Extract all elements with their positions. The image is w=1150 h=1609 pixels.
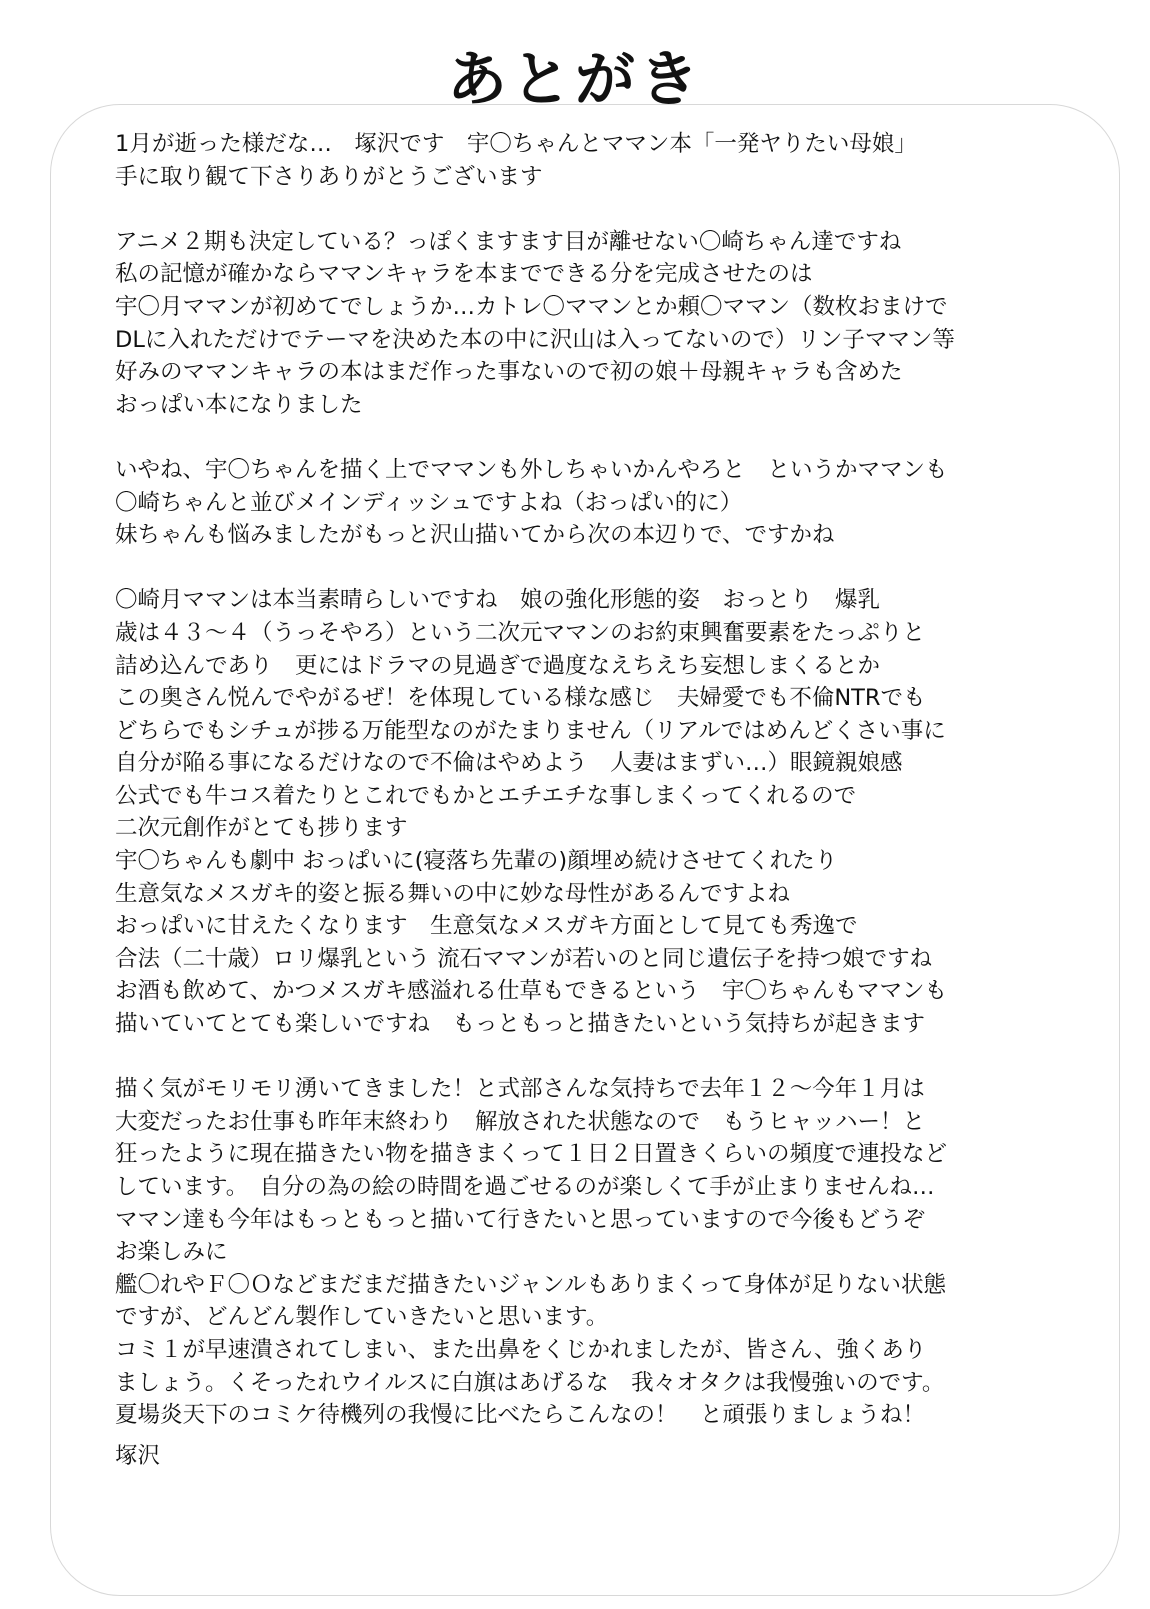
text-line: 私の記憶が確かならママンキャラを本までできる分を完成させたのは <box>115 261 813 288</box>
text-line: 描いていてとても楽しいですね もっともっと描きたいという気持ちが起きます <box>115 1011 926 1038</box>
paragraph <box>115 226 1115 422</box>
paragraph <box>115 1073 1115 1432</box>
text-line: いやね、宇〇ちゃんを描く上でママンも外しちゃいかんやろと というかママンも <box>115 456 948 483</box>
text-line: おっぱいに甘えたくなります 生意気なメスガキ方面として見ても秀逸で <box>115 913 858 940</box>
text-line: 手に取り観て下さりありがとうございます <box>115 163 543 190</box>
text-line: ましょう。くそったれウイルスに白旗はあげるな 我々オタクは我慢強いのです。 <box>115 1369 945 1396</box>
paragraph <box>115 584 1115 1040</box>
text-line: 描く気がモリモリ湧いてきました！と式部さんな気持ちで去年１２～今年１月は <box>115 1076 925 1103</box>
text-line: 妹ちゃんも悩みましたがもっと沢山描いてから次の本辺りで、ですかね <box>115 522 835 549</box>
text-line: 宇〇月ママンが初めてでしょうか…カトレ〇ママンとか頼〇ママン（数枚おまけで <box>115 293 948 320</box>
text-line: 〇崎ちゃんと並びメインディッシュですよね（おっぱい的に） <box>115 489 743 516</box>
afterword-body <box>115 128 1115 1472</box>
signature: 塚沢 <box>115 1442 161 1469</box>
paragraph-gap <box>115 421 1115 454</box>
text-line: 〇崎月ママンは本当素晴らしいですね 娘の強化形態的姿 おっとり 爆乳 <box>115 587 881 614</box>
text-line: 狂ったように現在描きたい物を描きまくって１日２日置きくらいの頻度で連投など <box>115 1141 948 1168</box>
paragraph-gap <box>115 193 1115 226</box>
text-line: 公式でも牛コス着たりとこれでもかとエチエチな事しまくってくれるので <box>115 782 857 809</box>
page-title: あとがき <box>447 45 703 115</box>
text-line: 好みのママンキャラの本はまだ作った事ないので初の娘＋母親キャラも含めた <box>115 359 903 386</box>
text-line: コミ１が早速潰されてしまい、また出鼻をくじかれましたが、皆さん、強くあり <box>115 1336 927 1363</box>
text-line: 1月が逝った様だな… 塚沢です 宇〇ちゃんとママン本「一発ヤりたい母娘」 <box>115 131 917 157</box>
text-line: ですが、どんどん製作していきたいと思います。 <box>115 1304 609 1331</box>
afterword-paragraphs <box>115 128 1115 1432</box>
text-line: しています。 自分の為の絵の時間を過ごせるのが楽しくて手が止まりませんね… <box>115 1174 935 1200</box>
text-line: 大変だったお仕事も昨年末終わり 解放された状態なので もうヒャッハー！と <box>115 1108 926 1135</box>
paragraph <box>115 454 1115 552</box>
text-line: 自分が陥る事になるだけなので不倫はやめよう 人妻はまずい…）眼鏡親娘感 <box>115 750 903 777</box>
text-line: 宇〇ちゃんも劇中 おっぱいに(寝落ち先輩の)顔埋め続けさせてくれたり <box>115 848 838 875</box>
paragraph <box>115 128 1115 193</box>
text-line: ママン達も今年はもっともっと描いて行きたいと思っていますので今後もどうぞ <box>115 1206 926 1233</box>
text-line: 歳は４３～４（うっそやろ）という二次元ママンのお約束興奮要素をたっぷりと <box>115 619 926 646</box>
text-line: アニメ２期も決定している？っぽくますます目が離せない〇崎ちゃん達ですね <box>115 228 902 255</box>
text-line: 生意気なメスガキ的姿と振る舞いの中に妙な母性があるんですよね <box>115 880 791 907</box>
paragraph-gap <box>115 1041 1115 1074</box>
text-line: 詰め込んであり 更にはドラマの見過ぎで過度なえちえち妄想しまくるとか <box>115 652 881 679</box>
text-line: おっぱい本になりました <box>115 391 363 418</box>
paragraph-gap <box>115 552 1115 585</box>
text-line: 艦〇れやＦ〇Ｏなどまだまだ描きたいジャンルもありまくって身体が足りない状態 <box>115 1271 947 1298</box>
text-line: 夏場炎天下のコミケ待機列の我慢に比べたらこんなの！ と頑張りましょうね！ <box>115 1402 926 1429</box>
text-line: どちらでもシチュが捗る万能型なのがたまりません（リアルではめんどくさい事に <box>115 717 946 744</box>
text-line: お酒も飲めて、かつメスガキ感溢れる仕草もできるという 宇〇ちゃんもママンも <box>115 978 948 1005</box>
text-line: 合法（二十歳）ロリ爆乳という 流石ママンが若いのと同じ遺伝子を持つ娘ですね <box>115 945 933 972</box>
text-line: お楽しみに <box>115 1239 228 1266</box>
text-line: 二次元創作がとても捗ります <box>115 815 408 842</box>
text-line: この奥さん悦んでやがるぜ！を体現している様な感じ 夫婦愛でも不倫NTRでも <box>115 685 926 712</box>
text-line: DLに入れただけでテーマを決めた本の中に沢山は入ってないので）リン子ママン等 <box>115 326 955 353</box>
